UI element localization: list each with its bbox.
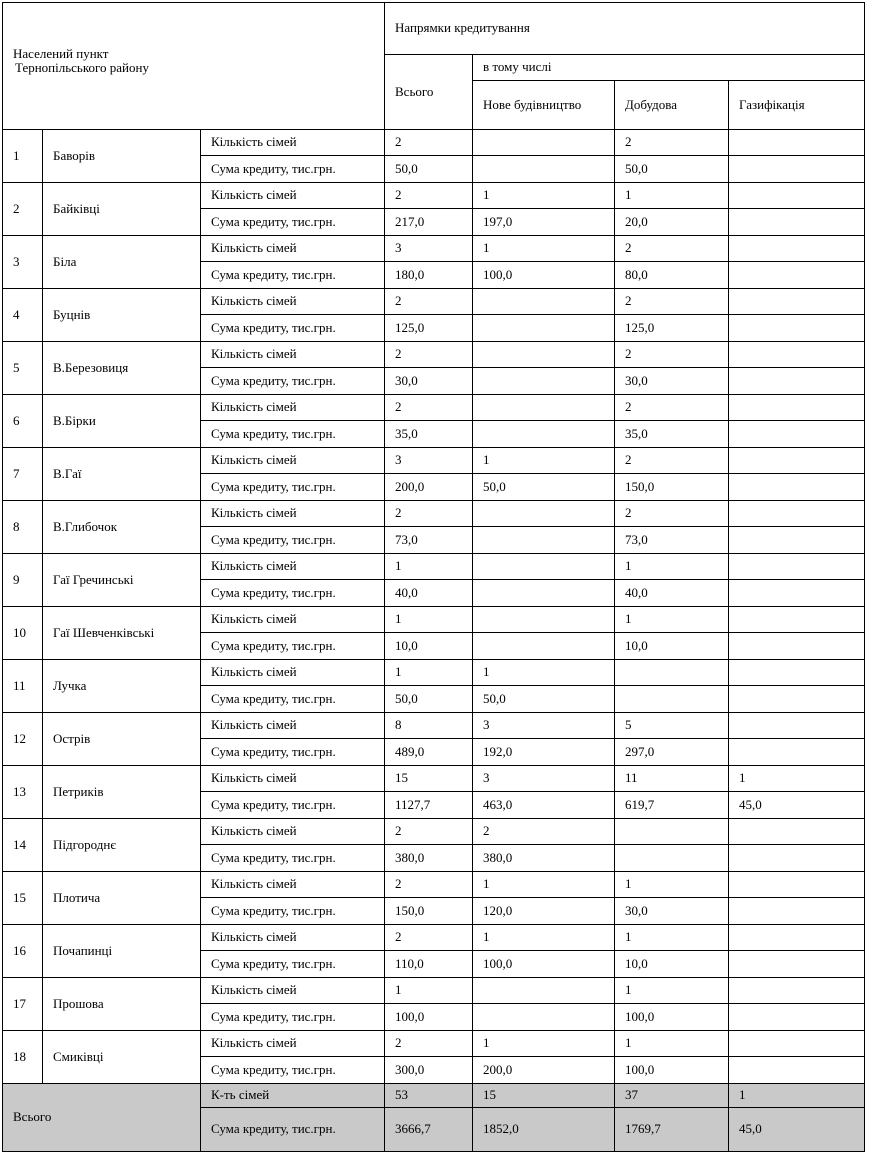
families-gas-cell (729, 872, 865, 898)
row-number: 8 (3, 501, 43, 554)
settlement-header (3, 3, 385, 130)
credit-sum-ext-cell: 125,0 (615, 315, 729, 342)
families-total-cell: 2 (385, 819, 473, 845)
credit-sum-ext-cell: 30,0 (615, 368, 729, 395)
credit-sum-label: Сума кредиту, тис.грн. (201, 1057, 385, 1084)
families-new-cell: 1 (473, 183, 615, 209)
families-ext-cell: 1 (615, 554, 729, 580)
families-ext-cell: 1 (615, 925, 729, 951)
settlement-name: Гаї Шевченківські (43, 607, 201, 660)
credit-sum-gas-cell (729, 898, 865, 925)
families-label: Кількість сімей (201, 289, 385, 315)
credit-sum-ext-cell: 100,0 (615, 1004, 729, 1031)
credit-sum-label: Сума кредиту, тис.грн. (201, 845, 385, 872)
families-gas-cell (729, 713, 865, 739)
credit-sum-gas-cell (729, 951, 865, 978)
credit-sum-gas-cell (729, 580, 865, 607)
settlement-name: Острів (43, 713, 201, 766)
totals-families-ext-cell: 37 (615, 1084, 729, 1108)
credit-sum-total-cell: 50,0 (385, 686, 473, 713)
families-new-cell (473, 130, 615, 156)
settlement-name: В.Березовиця (43, 342, 201, 395)
families-total-cell: 1 (385, 978, 473, 1004)
families-new-cell (473, 342, 615, 368)
families-total-cell: 1 (385, 554, 473, 580)
families-ext-cell: 2 (615, 342, 729, 368)
families-ext-cell: 2 (615, 130, 729, 156)
families-new-cell: 2 (473, 819, 615, 845)
row-number: 12 (3, 713, 43, 766)
families-gas-cell (729, 236, 865, 262)
families-total-cell: 3 (385, 236, 473, 262)
table-row (3, 925, 865, 951)
credit-sum-gas-cell (729, 368, 865, 395)
header-row-1 (3, 3, 865, 55)
families-gas-cell (729, 607, 865, 633)
families-new-cell: 3 (473, 713, 615, 739)
credit-sum-new-cell (473, 527, 615, 554)
credit-sum-total-cell: 110,0 (385, 951, 473, 978)
credit-sum-new-cell: 50,0 (473, 474, 615, 501)
credit-sum-gas-cell: 45,0 (729, 792, 865, 819)
families-label: Кількість сімей (201, 183, 385, 209)
credit-sum-total-cell: 1127,7 (385, 792, 473, 819)
settlement-header-line2: Тернопільського району (15, 60, 149, 75)
families-label: Кількість сімей (201, 607, 385, 633)
families-gas-cell (729, 554, 865, 580)
table-row (3, 395, 865, 421)
table-row (3, 660, 865, 686)
credit-sum-new-cell: 380,0 (473, 845, 615, 872)
families-total-cell: 2 (385, 872, 473, 898)
credit-sum-new-cell (473, 1004, 615, 1031)
credit-sum-label: Сума кредиту, тис.грн. (201, 421, 385, 448)
credit-sum-gas-cell (729, 845, 865, 872)
families-gas-cell (729, 978, 865, 1004)
families-label: Кількість сімей (201, 236, 385, 262)
credit-sum-ext-cell: 40,0 (615, 580, 729, 607)
settlement-name: Підгороднє (43, 819, 201, 872)
families-label: Кількість сімей (201, 766, 385, 792)
credit-sum-ext-cell: 619,7 (615, 792, 729, 819)
settlement-name: Плотича (43, 872, 201, 925)
families-total-cell: 2 (385, 395, 473, 421)
credit-sum-total-cell: 150,0 (385, 898, 473, 925)
credit-sum-total-cell: 73,0 (385, 527, 473, 554)
families-total-cell: 2 (385, 342, 473, 368)
credit-sum-ext-cell: 80,0 (615, 262, 729, 289)
row-number: 7 (3, 448, 43, 501)
credit-sum-new-cell: 100,0 (473, 262, 615, 289)
credit-sum-total-cell: 125,0 (385, 315, 473, 342)
families-ext-cell: 5 (615, 713, 729, 739)
row-number: 3 (3, 236, 43, 289)
families-total-cell: 2 (385, 183, 473, 209)
table-row (3, 342, 865, 368)
credit-sum-ext-cell: 30,0 (615, 898, 729, 925)
row-number: 1 (3, 130, 43, 183)
families-label: Кількість сімей (201, 130, 385, 156)
row-number: 18 (3, 1031, 43, 1084)
settlement-name: Баворів (43, 130, 201, 183)
table-row (3, 554, 865, 580)
totals-label: Всього (3, 1084, 201, 1152)
gasification-header: Газифікація (729, 81, 865, 130)
credit-sum-label: Сума кредиту, тис.грн. (201, 209, 385, 236)
row-number: 6 (3, 395, 43, 448)
families-new-cell: 1 (473, 872, 615, 898)
credit-sum-label: Сума кредиту, тис.грн. (201, 580, 385, 607)
credit-sum-gas-cell (729, 209, 865, 236)
families-total-cell: 1 (385, 607, 473, 633)
families-ext-cell: 1 (615, 978, 729, 1004)
families-total-cell: 3 (385, 448, 473, 474)
credit-sum-ext-cell: 35,0 (615, 421, 729, 448)
totals-families-gas-cell: 1 (729, 1084, 865, 1108)
families-gas-cell (729, 130, 865, 156)
credit-sum-gas-cell (729, 1057, 865, 1084)
credit-sum-label: Сума кредиту, тис.грн. (201, 951, 385, 978)
credit-sum-new-cell (473, 580, 615, 607)
families-label: Кількість сімей (201, 660, 385, 686)
credit-sum-total-cell: 40,0 (385, 580, 473, 607)
settlement-name: Гаї Гречинські (43, 554, 201, 607)
families-total-cell: 2 (385, 501, 473, 527)
families-ext-cell (615, 819, 729, 845)
credit-sum-gas-cell (729, 315, 865, 342)
families-new-cell: 3 (473, 766, 615, 792)
table-row (3, 1031, 865, 1057)
credit-sum-gas-cell (729, 262, 865, 289)
families-new-cell (473, 501, 615, 527)
credit-sum-label: Сума кредиту, тис.грн. (201, 315, 385, 342)
credit-sum-total-cell: 489,0 (385, 739, 473, 766)
table-row (3, 766, 865, 792)
table-row (3, 819, 865, 845)
table-row (3, 183, 865, 209)
families-gas-cell (729, 819, 865, 845)
credit-sum-total-cell: 217,0 (385, 209, 473, 236)
families-gas-cell (729, 501, 865, 527)
table-row (3, 501, 865, 527)
credit-sum-gas-cell (729, 527, 865, 554)
families-gas-cell (729, 183, 865, 209)
credit-sum-gas-cell (729, 739, 865, 766)
settlement-name: Байківці (43, 183, 201, 236)
credit-sum-label: Сума кредиту, тис.грн. (201, 368, 385, 395)
table-row (3, 448, 865, 474)
credit-sum-total-cell: 30,0 (385, 368, 473, 395)
credit-sum-total-cell: 180,0 (385, 262, 473, 289)
table-row (3, 289, 865, 315)
credit-sum-label: Сума кредиту, тис.грн. (201, 686, 385, 713)
credit-sum-new-cell: 120,0 (473, 898, 615, 925)
families-total-cell: 1 (385, 660, 473, 686)
row-number: 9 (3, 554, 43, 607)
row-number: 5 (3, 342, 43, 395)
families-ext-cell: 1 (615, 1031, 729, 1057)
totals-families-new-cell: 15 (473, 1084, 615, 1108)
families-gas-cell: 1 (729, 766, 865, 792)
table-body (3, 3, 865, 1152)
credit-sum-ext-cell: 100,0 (615, 1057, 729, 1084)
totals-credit-gas-cell: 45,0 (729, 1108, 865, 1152)
settlement-name: Почапинці (43, 925, 201, 978)
table-row (3, 978, 865, 1004)
families-new-cell (473, 395, 615, 421)
totals-credit-new-cell: 1852,0 (473, 1108, 615, 1152)
credit-sum-new-cell: 200,0 (473, 1057, 615, 1084)
credit-sum-label: Сума кредиту, тис.грн. (201, 156, 385, 183)
credit-sum-label: Сума кредиту, тис.грн. (201, 262, 385, 289)
credit-sum-ext-cell: 73,0 (615, 527, 729, 554)
settlement-name: Смиківці (43, 1031, 201, 1084)
credit-sum-new-cell (473, 315, 615, 342)
families-new-cell: 1 (473, 925, 615, 951)
credit-sum-label: Сума кредиту, тис.грн. (201, 792, 385, 819)
credit-sum-label: Сума кредиту, тис.грн. (201, 898, 385, 925)
credit-sum-total-cell: 35,0 (385, 421, 473, 448)
table-row (3, 236, 865, 262)
credit-sum-ext-cell (615, 845, 729, 872)
row-number: 2 (3, 183, 43, 236)
families-new-cell (473, 289, 615, 315)
credit-sum-new-cell: 463,0 (473, 792, 615, 819)
total-column-header: Всього (385, 55, 473, 130)
credit-sum-new-cell: 100,0 (473, 951, 615, 978)
row-number: 13 (3, 766, 43, 819)
families-label: Кількість сімей (201, 978, 385, 1004)
settlement-name: В.Глибочок (43, 501, 201, 554)
credit-sum-total-cell: 50,0 (385, 156, 473, 183)
new-construction-header: Нове будівництво (473, 81, 615, 130)
credit-sum-new-cell (473, 156, 615, 183)
families-ext-cell (615, 660, 729, 686)
families-ext-cell: 2 (615, 501, 729, 527)
credit-sum-new-cell: 197,0 (473, 209, 615, 236)
settlement-name: Біла (43, 236, 201, 289)
credit-sum-ext-cell: 20,0 (615, 209, 729, 236)
settlement-header-line1: Населений пункт (13, 45, 109, 61)
row-number: 10 (3, 607, 43, 660)
families-gas-cell (729, 289, 865, 315)
credit-sum-new-cell: 50,0 (473, 686, 615, 713)
credit-sum-ext-cell: 150,0 (615, 474, 729, 501)
families-ext-cell: 2 (615, 448, 729, 474)
credit-sum-label: Сума кредиту, тис.грн. (201, 474, 385, 501)
families-ext-cell: 2 (615, 236, 729, 262)
families-label: Кількість сімей (201, 448, 385, 474)
table-row (3, 872, 865, 898)
families-new-cell: 1 (473, 448, 615, 474)
table-row (3, 713, 865, 739)
credit-sum-ext-cell: 50,0 (615, 156, 729, 183)
credit-sum-total-cell: 200,0 (385, 474, 473, 501)
credit-sum-ext-cell: 297,0 (615, 739, 729, 766)
credit-sum-label: Сума кредиту, тис.грн. (201, 527, 385, 554)
credit-sum-new-cell (473, 633, 615, 660)
totals-credit-total-cell: 3666,7 (385, 1108, 473, 1152)
families-label: Кількість сімей (201, 872, 385, 898)
row-number: 15 (3, 872, 43, 925)
families-total-cell: 2 (385, 130, 473, 156)
families-ext-cell: 2 (615, 289, 729, 315)
credit-sum-total-cell: 380,0 (385, 845, 473, 872)
families-new-cell: 1 (473, 660, 615, 686)
credit-sum-gas-cell (729, 156, 865, 183)
families-gas-cell (729, 660, 865, 686)
totals-families-total-cell: 53 (385, 1084, 473, 1108)
credit-sum-total-cell: 10,0 (385, 633, 473, 660)
table-row (3, 607, 865, 633)
credit-sum-total-cell: 100,0 (385, 1004, 473, 1031)
totals-families-label: К-ть сімей (201, 1084, 385, 1108)
credit-table (2, 2, 865, 1152)
settlement-name: В.Бірки (43, 395, 201, 448)
including-header: в тому числі (473, 55, 865, 81)
families-total-cell: 15 (385, 766, 473, 792)
families-ext-cell: 2 (615, 395, 729, 421)
settlement-name: Прошова (43, 978, 201, 1031)
families-gas-cell (729, 925, 865, 951)
families-gas-cell (729, 342, 865, 368)
families-new-cell: 1 (473, 1031, 615, 1057)
families-ext-cell: 1 (615, 183, 729, 209)
credit-sum-ext-cell: 10,0 (615, 951, 729, 978)
settlement-name: Петриків (43, 766, 201, 819)
families-new-cell (473, 554, 615, 580)
families-ext-cell: 11 (615, 766, 729, 792)
credit-sum-gas-cell (729, 686, 865, 713)
families-total-cell: 2 (385, 289, 473, 315)
families-gas-cell (729, 395, 865, 421)
row-number: 16 (3, 925, 43, 978)
families-new-cell (473, 607, 615, 633)
credit-sum-ext-cell: 10,0 (615, 633, 729, 660)
settlement-name: Лучка (43, 660, 201, 713)
credit-sum-label: Сума кредиту, тис.грн. (201, 1004, 385, 1031)
families-gas-cell (729, 448, 865, 474)
row-number: 11 (3, 660, 43, 713)
credit-sum-gas-cell (729, 474, 865, 501)
totals-credit-label: Сума кредиту, тис.грн. (201, 1108, 385, 1152)
families-label: Кількість сімей (201, 395, 385, 421)
credit-sum-new-cell: 192,0 (473, 739, 615, 766)
totals-row (3, 1084, 865, 1108)
credit-sum-label: Сума кредиту, тис.грн. (201, 633, 385, 660)
families-ext-cell: 1 (615, 872, 729, 898)
families-label: Кількість сімей (201, 925, 385, 951)
row-number: 17 (3, 978, 43, 1031)
credit-sum-gas-cell (729, 1004, 865, 1031)
families-label: Кількість сімей (201, 1031, 385, 1057)
row-number: 4 (3, 289, 43, 342)
families-label: Кількість сімей (201, 554, 385, 580)
families-total-cell: 2 (385, 925, 473, 951)
extension-header: Добудова (615, 81, 729, 130)
families-total-cell: 8 (385, 713, 473, 739)
directions-header: Напрямки кредитування (385, 3, 865, 55)
settlement-name: В.Гаї (43, 448, 201, 501)
families-label: Кількість сімей (201, 819, 385, 845)
families-new-cell: 1 (473, 236, 615, 262)
credit-sum-ext-cell (615, 686, 729, 713)
credit-sum-new-cell (473, 368, 615, 395)
table-row (3, 130, 865, 156)
row-number: 14 (3, 819, 43, 872)
credit-sum-gas-cell (729, 633, 865, 660)
credit-sum-total-cell: 300,0 (385, 1057, 473, 1084)
families-total-cell: 2 (385, 1031, 473, 1057)
settlement-name: Буцнів (43, 289, 201, 342)
families-label: Кількість сімей (201, 713, 385, 739)
credit-sum-new-cell (473, 421, 615, 448)
credit-sum-label: Сума кредиту, тис.грн. (201, 739, 385, 766)
families-label: Кількість сімей (201, 501, 385, 527)
totals-credit-ext-cell: 1769,7 (615, 1108, 729, 1152)
families-gas-cell (729, 1031, 865, 1057)
families-label: Кількість сімей (201, 342, 385, 368)
credit-sum-gas-cell (729, 421, 865, 448)
families-ext-cell: 1 (615, 607, 729, 633)
families-new-cell (473, 978, 615, 1004)
